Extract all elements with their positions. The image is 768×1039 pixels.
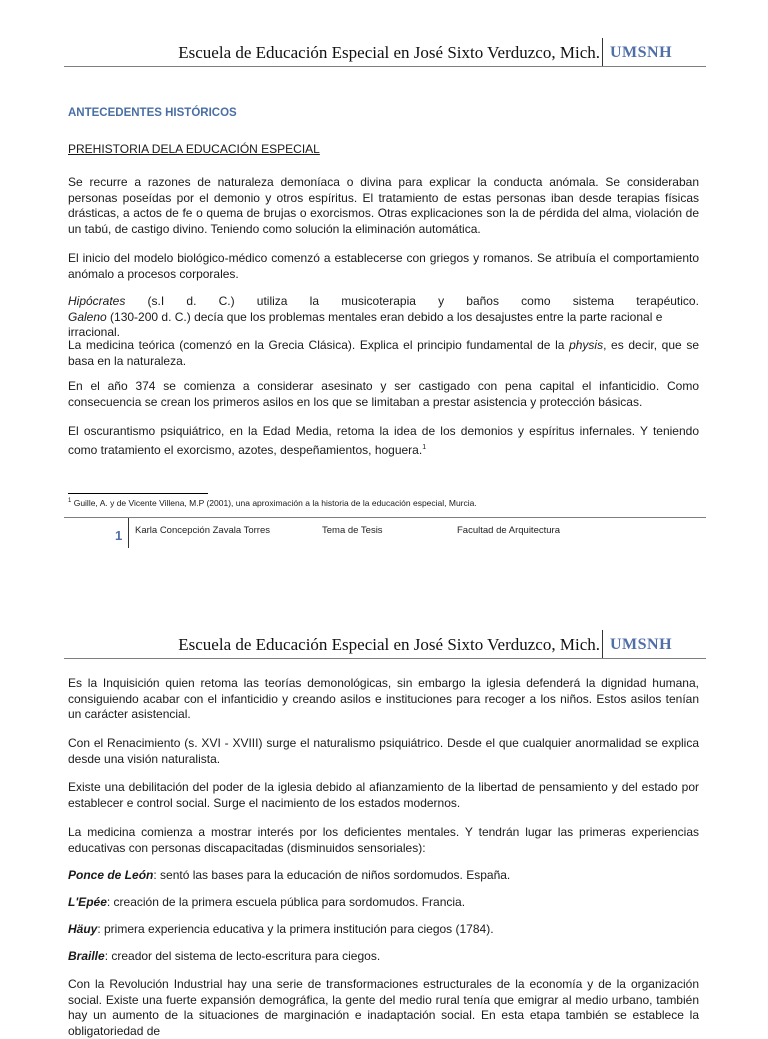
paragraph-text: El oscurantismo psiquiátrico, en la Edad Media, retoma la idea de los demonios y espíritus infernales. Y teniendo como tratamiento el exorcismo, azotes, despeñamientos, hoguera. — [68, 424, 699, 457]
paragraph: Existe una debilitación del poder de la iglesia debido al afianzamiento de la libertad de pensamiento y del estado por establecer e control social. Surge el nacimiento de los estados modernos. — [68, 780, 699, 810]
brand-label: UMSNH — [610, 44, 673, 61]
list-item — [68, 922, 699, 938]
list-item-text: : creación de la primera escuela pública para sordomudos. Francia. — [106, 895, 466, 909]
paragraph-text: La medicina teórica (comenzó en la Grecia Clásica). Explica el principio fundamental de la — [68, 338, 570, 352]
word: y — [438, 294, 445, 308]
paragraph: Es la Inquisición quien retoma las teorías demonológicas, sin embargo la iglesia defenderá la dignidad humana, consiguiendo acabar con el infanticidio y creando asilos e instituciones para recoger a los niños. Estos asilos tenían un carácter asistencial. — [68, 676, 699, 721]
person-name: L'Epée — [68, 895, 107, 909]
person-name: Ponce de León — [68, 868, 154, 882]
word: C.) — [218, 294, 235, 308]
word: (s.I — [147, 294, 165, 308]
page-header-1 — [64, 38, 706, 67]
section-heading: ANTECEDENTES HISTÓRICOS — [68, 107, 237, 119]
footer-faculty: Facultad de Arquitectura — [457, 525, 560, 536]
footer-author: Karla Concepción Zavala Torres — [135, 525, 271, 536]
footer-divider — [128, 518, 129, 548]
list-item — [68, 868, 699, 884]
header-divider — [602, 630, 603, 658]
page-number: 1 — [115, 528, 123, 543]
paragraph-hipocrates-galeno — [68, 294, 699, 341]
paragraph-text: , es decir, que se basa en la naturaleza. — [68, 338, 699, 368]
person-name: Galeno — [68, 309, 107, 324]
paragraph — [68, 424, 699, 458]
footnote — [68, 498, 477, 508]
list-item-text: : sentó las bases para la educación de niños sordomudos. España. — [153, 868, 511, 882]
paragraph: El inicio del modelo biológico-médico comenzó a establecerse con griegos y romanos. Se atribuía el comportamiento anómalo a procesos corporales. — [68, 251, 699, 281]
header-divider — [602, 38, 603, 66]
paragraph: En el año 374 se comienza a considerar asesinato y ser castigado con pena capital el infanticidio. Como consecuencia se crean los primeros asilos en los que se limitaban a prestar asistencia y protección básicas. — [68, 379, 699, 409]
footnote-text: Guille, A. y de Vicente Villena, M.P (2001), una aproximación a la historia de la educación especial, Murcia. — [71, 498, 477, 508]
emphasis: physis — [569, 338, 604, 352]
list-item-text: : primera experiencia educativa y la primera institución para ciegos (1784). — [97, 922, 494, 936]
paragraph: Se recurre a razones de naturaleza demoníaca o divina para explicar la conducta anómala. Se consideraban personas poseídas por el demonio y otros espíritus. El tratamiento de estas personas iban desde terapias físicas drásticas, a actos de fe o quema de brujas o exorcismos. Otras explicaciones son la de pérdida del alma, violación de un tabú, de castigo divino. Teniendo como solución la eliminación automática. — [68, 175, 699, 236]
word: como — [521, 294, 551, 308]
word: la — [309, 294, 320, 308]
footer-topic: Tema de Tesis — [322, 525, 383, 536]
page-footer — [64, 517, 706, 548]
paragraph-text: (130-200 d. C.) decía que los problemas mentales eran debido a los desajustes entre la parte racional e irracional. — [68, 309, 663, 339]
word: terapéutico. — [636, 294, 699, 308]
footnote-reference[interactable]: 1 — [422, 443, 427, 451]
footnote-mark: 1 — [68, 498, 72, 505]
document-title: Escuela de Educación Especial en José Sixto Verduzco, Mich. — [178, 635, 600, 654]
word: baños — [466, 294, 499, 308]
person-name: Hipócrates — [68, 294, 126, 308]
list-item — [68, 949, 699, 965]
paragraph-line — [68, 310, 699, 341]
person-name: Häuy — [68, 922, 98, 936]
paragraph: Con el Renacimiento (s. XVI - XVIII) surge el naturalismo psiquiátrico. Desde el que cualquier anormalidad se explica desde una visión naturalista. — [68, 736, 699, 766]
word: utiliza — [256, 294, 288, 308]
paragraph: Con la Revolución Industrial hay una serie de transformaciones estructurales de la economía y de la organización social. Existe una fuerte expansión demográfica, la gente del medio rural tenía que emigrar al medio urbano, también hay un aumento de la situaciones de marginación e inadaptación social. En esta etapa también se establece la obligatoriedad de — [68, 977, 699, 1038]
word: d. — [186, 294, 197, 308]
word: sistema — [572, 294, 615, 308]
subheading: PREHISTORIA DELA EDUCACIÓN ESPECIAL — [68, 142, 320, 156]
list-item — [68, 895, 699, 911]
footnote-rule — [68, 493, 208, 494]
document-title: Escuela de Educación Especial en José Sixto Verduzco, Mich. — [178, 43, 600, 62]
paragraph — [68, 338, 699, 369]
paragraph-line — [68, 294, 699, 310]
brand-label: UMSNH — [610, 636, 673, 653]
list-item-text: : creador del sistema de lecto-escritura para ciegos. — [104, 949, 381, 963]
person-name: Braille — [68, 949, 105, 963]
word: musicoterapia — [341, 294, 416, 308]
paragraph: La medicina comienza a mostrar interés por los deficientes mentales. Y tendrán lugar las primeras experiencias educativas con personas discapacitadas (disminuidos sensoriales): — [68, 825, 699, 855]
page-header-2 — [64, 630, 706, 659]
